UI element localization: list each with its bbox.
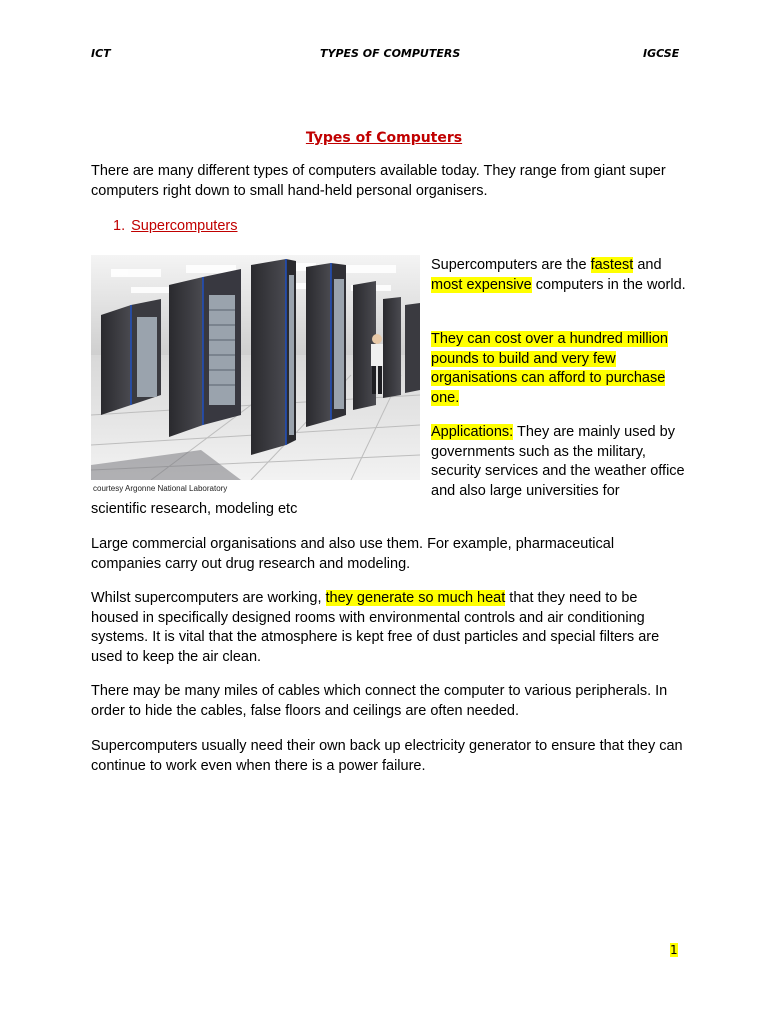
highlight-heat: they generate so much heat [325,590,506,606]
side-p1-text-a: Supercomputers are the [431,257,591,273]
image-credit: courtesy Argonne National Laboratory [93,484,228,493]
p5-text-a: Whilst supercomputers are working, [91,590,326,606]
paragraph-heat [91,589,681,667]
section-number: 1. [113,218,126,234]
section-label: Supercomputers [131,218,238,234]
side-paragraph-1 [431,256,691,295]
highlight-most-expensive: most expensive [431,276,532,293]
intro-paragraph: There are many different types of computers available today. They range from giant super computers right down to small hand-held personal organisers. [91,163,666,199]
highlight-applications: Applications: [431,424,514,440]
side-paragraph-3 [431,423,691,501]
header-center: TYPES OF COMPUTERS [320,47,461,60]
highlight-cost: They can cost over a hundred million pounds to build and very few organisations can afford to purchase one. [431,331,668,406]
side-p1-text-b: and [633,257,662,273]
page-number: 1 [670,943,678,957]
page-title: Types of Computers [305,130,463,146]
header-left: ICT [91,47,111,60]
paragraph-applications-cont: scientific research, modeling etc [91,501,298,517]
paragraph-generator: Supercomputers usually need their own back up electricity generator to ensure that they can continue to work even when there is a power failure. [91,738,683,774]
header-right: IGCSE [643,47,680,60]
p5-text-b: that they need to be housed in specifically designed rooms with environmental controls and air conditioning systems. It is vital that the atmosphere is kept free of dust particles and special filters are used to keep the air clean. [91,590,660,665]
side-p3-text: They are mainly used by governments such as the military, security services and the weather office and also large universities for [431,424,685,499]
paragraph-commercial: Large commercial organisations and also use them. For example, pharmaceutical companies carry out drug research and modeling. [91,536,615,572]
paragraph-cables: There may be many miles of cables which connect the computer to various peripherals. In order to hide the cables, false floors and ceilings are often needed. [91,683,668,719]
highlight-fastest: fastest [590,257,634,273]
section-heading [113,218,237,234]
side-p1-text-c: computers in the world. [531,276,686,293]
side-paragraph-2 [431,330,691,408]
supercomputer-photo [91,255,420,480]
